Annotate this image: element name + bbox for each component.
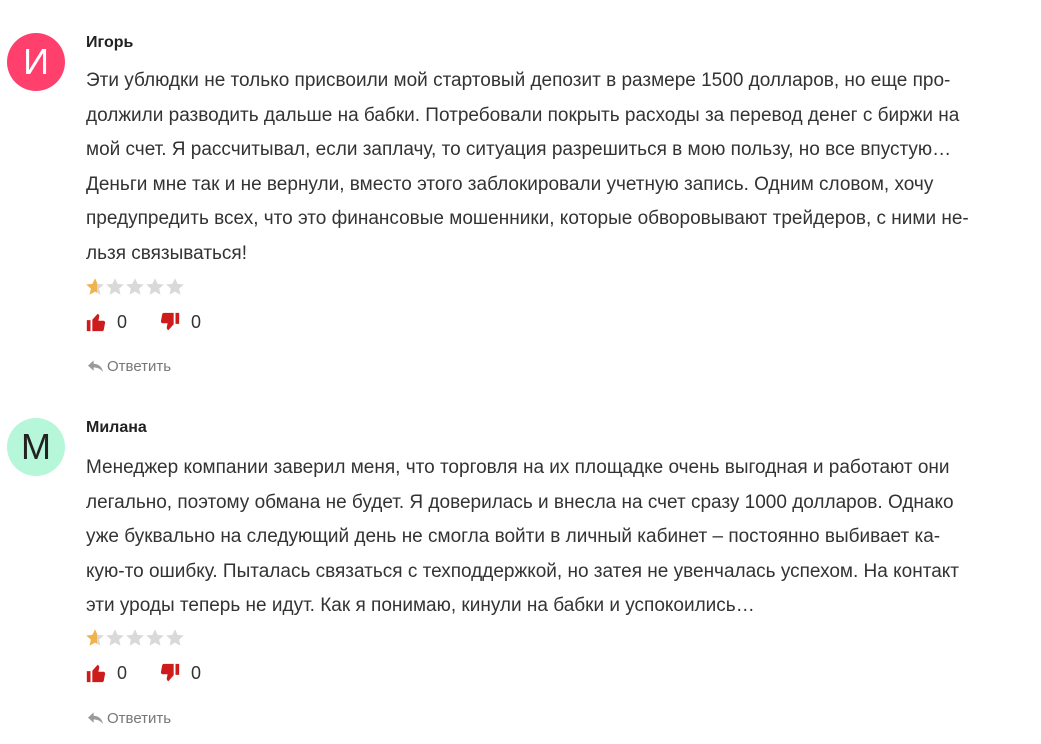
star-filled-icon — [85, 628, 105, 648]
reply-button[interactable] — [88, 358, 171, 375]
reply-arrow-icon — [88, 360, 103, 373]
star-empty-icon — [165, 628, 185, 648]
reply-label: Ответить — [107, 710, 172, 727]
comment-text-line: уже буквально на следующий день не смогла войти в личный кабинет – постоянно выбивает ка- — [86, 526, 941, 547]
star-empty-icon — [105, 277, 125, 297]
thumbs-down-icon — [159, 662, 181, 684]
like-count: 0 — [117, 662, 128, 683]
thumbs-up-icon — [85, 311, 107, 333]
star-empty-icon — [125, 628, 145, 648]
comment-text-line: Менеджер компании заверил меня, что торговля на их площадке очень выгодная и работают они — [86, 457, 950, 478]
avatar-letter: И — [23, 41, 49, 82]
dislike-count: 0 — [191, 662, 202, 683]
dislike-button[interactable] — [159, 662, 201, 684]
comment-text-line: льзя связываться! — [86, 242, 247, 264]
rating-stars — [85, 628, 185, 648]
rating-stars — [85, 277, 185, 297]
vote-bar — [85, 661, 201, 685]
star-empty-icon — [105, 628, 125, 648]
thumbs-down-icon — [159, 311, 181, 333]
dislike-count: 0 — [191, 311, 202, 332]
comment-author: Игорь — [86, 34, 134, 51]
comment-text-line: эти уроды теперь не идут. Как я понимаю, кинули на бабки и успокоились… — [86, 595, 755, 616]
star-empty-icon — [165, 277, 185, 297]
reply-button[interactable] — [88, 710, 171, 727]
like-button[interactable] — [85, 311, 127, 333]
reply-arrow-icon — [88, 712, 103, 725]
like-button[interactable] — [85, 662, 127, 684]
avatar — [7, 418, 65, 476]
star-filled-icon — [85, 277, 105, 297]
comment-text-line: легально, поэтому обмана не будет. Я доверилась и внесла на счет сразу 1000 долларов. Однако — [86, 491, 954, 513]
dislike-button[interactable] — [159, 311, 201, 333]
star-empty-icon — [145, 628, 165, 648]
comment-text — [86, 64, 1026, 271]
comment-text-line: Деньги мне так и не вернули, вместо этого заблокировали учетную запись. Одним словом, хочу — [86, 173, 934, 195]
vote-bar — [85, 310, 201, 334]
star-empty-icon — [145, 277, 165, 297]
avatar — [7, 33, 65, 91]
thumbs-up-icon — [85, 662, 107, 684]
comment-text — [86, 451, 1026, 624]
comment-text-line: Эти ублюдки не только присвоили мой стартовый депозит в размере 1500 долларов, но еще про- — [86, 70, 951, 91]
comment-text-line: предупредить всех, что это финансовые мошенники, которые обворовывают трейдеров, с ними не- — [86, 208, 969, 229]
reply-label: Ответить — [107, 358, 172, 375]
like-count: 0 — [117, 311, 128, 332]
comment-text-line: должили разводить дальше на бабки. Потребовали покрыть расходы за перевод денег с биржи на — [86, 104, 960, 126]
comment-author: Милана — [86, 419, 147, 436]
avatar-letter: М — [21, 426, 51, 467]
comment-text-line: кую-то ошибку. Пыталась связаться с техподдержкой, но затея не увенчалась успехом. На контакт — [86, 560, 959, 582]
comment-text-line: мой счет. Я рассчитывал, если заплачу, то ситуация разрешиться в мою пользу, но все впустую… — [86, 139, 952, 160]
star-empty-icon — [125, 277, 145, 297]
